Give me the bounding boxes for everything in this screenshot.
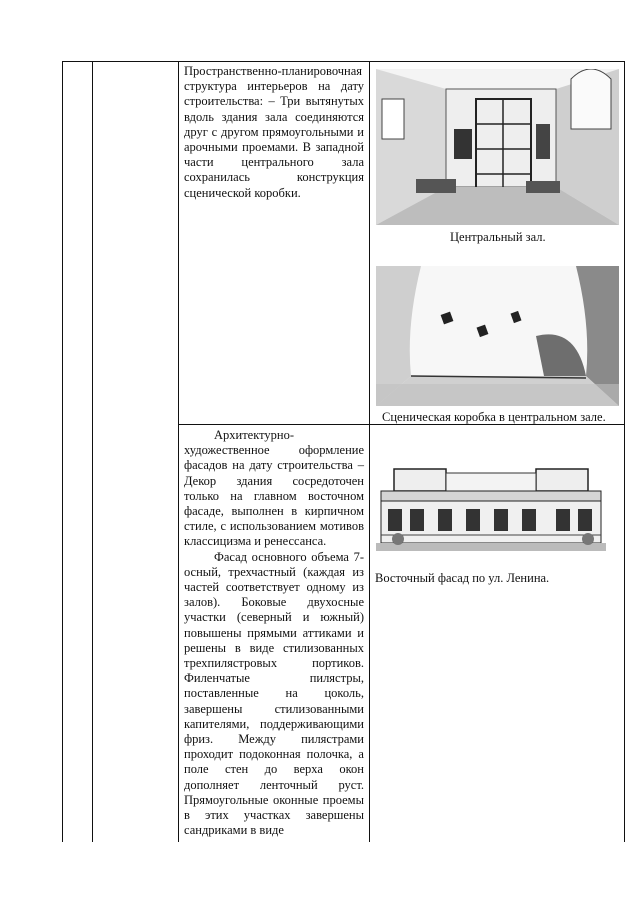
photo-east-facade: [376, 461, 606, 551]
table-border-left: [62, 61, 63, 842]
east-facade-image: [376, 461, 606, 551]
column-divider-1: [92, 61, 93, 842]
stage-box-image: [376, 266, 619, 406]
photo-central-hall: [376, 69, 619, 225]
section-interior-structure: [184, 64, 364, 201]
description-table: [62, 61, 625, 842]
interior-structure-text: Пространственно-планировочная структура интерьеров на дату строительства: – Три вытянутых вдоль здания зала соединяются друг с другом прямоугольными и арочными проемами. В западной части центрального зала сохранилась конструкция сценической коробки.: [184, 64, 364, 200]
column-divider-3: [369, 61, 370, 842]
caption-stage-box: Сценическая коробка в центральном зале.: [382, 410, 606, 424]
table-border-top: [62, 61, 625, 62]
table-border-right: [624, 61, 625, 842]
caption-east-facade: Восточный фасад по ул. Ленина.: [375, 571, 550, 585]
section-facade-decoration: [184, 428, 364, 838]
column-divider-2: [178, 61, 179, 842]
facade-paragraph-2: Фасад основного объема 7-осный, трехчастный (каждая из частей соответствует одному из залов). Боковые двухосные участки (северный и южный) повышены прямыми аттиками и решены в виде стилизованных трехпилястровых портиков. Филенчатые пилястры, поставленные на цоколь, завершены стилизованными капителями, поддерживающими фриз. Между пилястрами проходит подоконная полочка, а поле стен до верха окон дополняет ленточный руст. Прямоугольные оконные проемы в этих участках завершены сандриками в виде: [184, 549, 364, 838]
facade-paragraph-1: Архитектурно-художественное оформление фасадов на дату строительства – Декор здания сосредоточен только на главном восточном фасаде, выполнен в кирпичном стиле, с использованием мотивов классицизма и ренессанса.: [184, 428, 364, 549]
central-hall-image: [376, 69, 619, 225]
caption-central-hall: Центральный зал.: [450, 230, 546, 244]
photo-stage-box: [376, 266, 619, 406]
